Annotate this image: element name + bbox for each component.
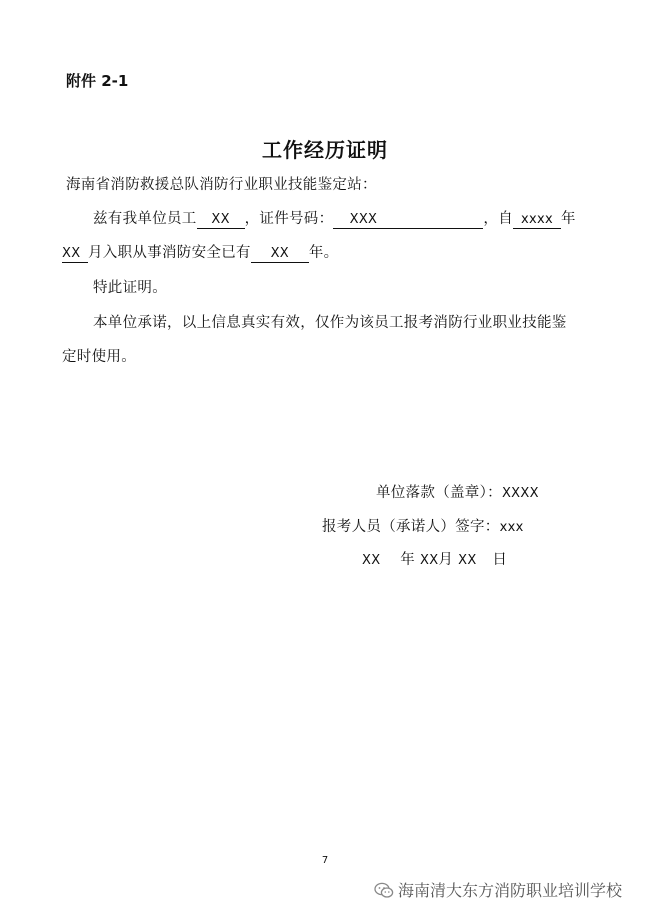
page-number: 7	[321, 855, 329, 866]
employment-line-1	[93, 207, 576, 229]
tenure-label: 月入职从事消防安全已有	[88, 245, 251, 261]
date-month: XX	[420, 553, 439, 568]
tenure-years-field: XX	[251, 245, 309, 263]
employment-prefix: 兹有我单位员工	[93, 211, 197, 227]
since-label: ，自	[483, 211, 514, 227]
commitment-line-2: 定时使用。	[62, 349, 136, 365]
wechat-icon	[374, 882, 394, 903]
hereby-certify: 特此证明。	[93, 280, 167, 296]
unit-signature-value: XXXX	[501, 486, 539, 501]
annex-label: 附件 2-1	[66, 72, 129, 90]
tenure-suffix: 年。	[308, 245, 339, 261]
watermark	[374, 878, 622, 903]
signature-date	[362, 548, 507, 569]
applicant-signature-line	[322, 515, 524, 536]
employee-name-field: XX	[197, 211, 245, 229]
date-day: XX	[458, 553, 477, 568]
start-month-field: XX	[62, 245, 88, 263]
document-title: 工作经历证明	[262, 138, 388, 162]
unit-signature-line	[376, 481, 539, 502]
unit-signature-label: 单位落款（盖章）：	[376, 485, 502, 501]
date-year: XX	[362, 553, 381, 568]
watermark-text: 海南清大东方消防职业培训学校	[398, 881, 623, 900]
commitment-line-1: 本单位承诺，以上信息真实有效，仅作为该员工报考消防行业职业技能鉴	[93, 315, 567, 331]
employment-line-2	[62, 241, 338, 263]
recipient-line: 海南省消防救援总队消防行业职业技能鉴定站：	[66, 177, 377, 193]
id-number-field	[333, 211, 483, 229]
applicant-signature-label: 报考人员（承诺人）签字：	[322, 519, 500, 535]
applicant-signature-value: xxx	[499, 520, 524, 535]
date-month-label: 月	[438, 552, 454, 568]
date-year-label: 年	[400, 552, 416, 568]
year-suffix: 年	[561, 211, 576, 227]
id-label: ，证件号码：	[244, 211, 334, 227]
id-number-value: XXX	[349, 212, 378, 227]
start-year-field: xxxx	[513, 211, 561, 229]
date-day-label: 日	[492, 552, 508, 568]
